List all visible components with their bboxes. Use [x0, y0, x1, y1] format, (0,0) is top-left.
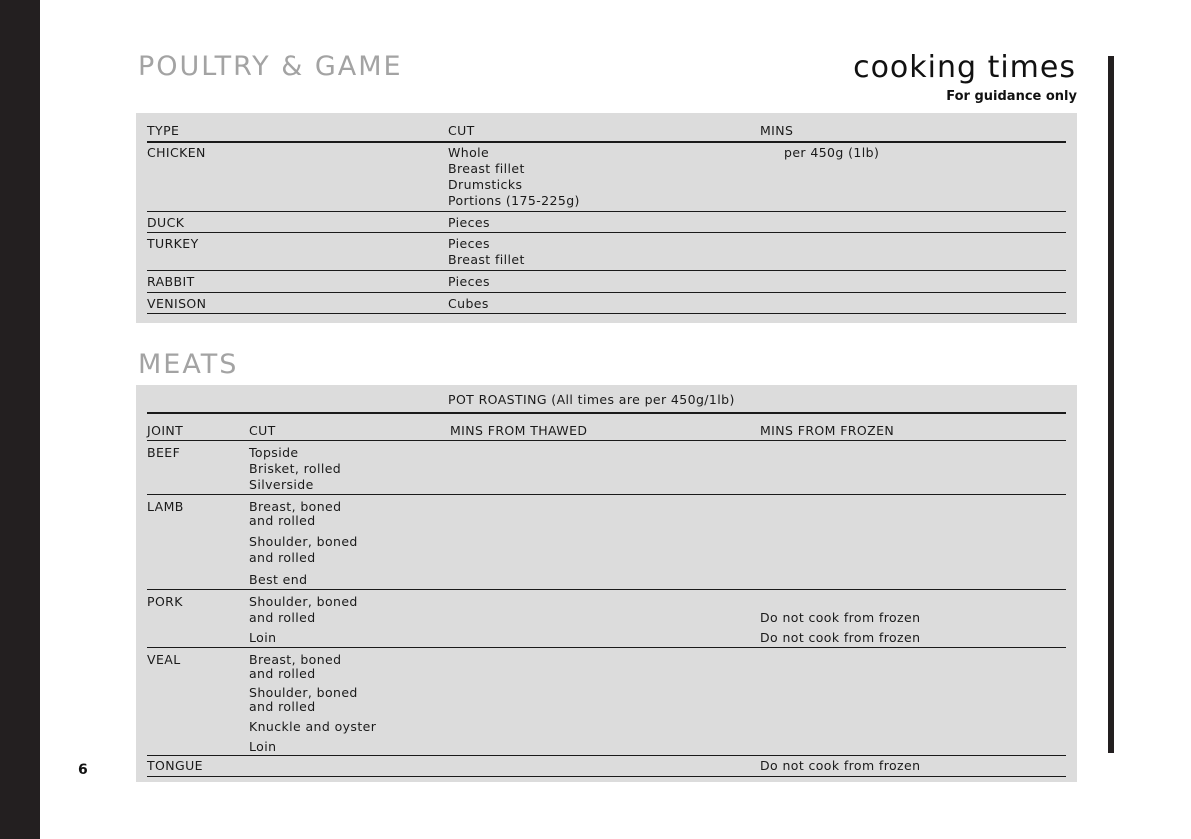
joint-cell: LAMB	[147, 499, 184, 514]
row-divider	[147, 313, 1066, 314]
cut-cell: Shoulder, boned	[249, 685, 358, 700]
type-cell: TURKEY	[147, 236, 199, 251]
column-header-joint: JOINT	[147, 423, 184, 438]
joint-cell: VEAL	[147, 652, 181, 667]
column-header-type: TYPE	[147, 123, 180, 138]
cut-cell: Shoulder, boned	[249, 534, 358, 549]
cut-cell: Pieces	[448, 215, 490, 230]
cut-cell: and rolled	[249, 550, 316, 565]
frozen-cell: Do not cook from frozen	[760, 758, 921, 773]
row-divider	[147, 776, 1066, 777]
cut-cell: Loin	[249, 739, 277, 754]
type-cell: DUCK	[147, 215, 185, 230]
section-rule	[1108, 56, 1114, 753]
row-divider	[147, 589, 1066, 590]
cut-cell: and rolled	[249, 513, 316, 528]
cut-cell: Drumsticks	[448, 177, 523, 192]
row-divider	[147, 211, 1066, 212]
table-banner: POT ROASTING (All times are per 450g/1lb)	[448, 392, 735, 407]
cut-cell: and rolled	[249, 666, 316, 681]
cut-cell: Breast, boned	[249, 652, 342, 667]
row-divider	[147, 270, 1066, 271]
page-edge-bar	[0, 0, 40, 839]
cut-cell: Brisket, rolled	[249, 461, 342, 476]
cut-cell: and rolled	[249, 699, 316, 714]
cut-cell: Knuckle and oyster	[249, 719, 377, 734]
column-header-cut: CUT	[448, 123, 475, 138]
row-divider	[147, 232, 1066, 233]
cut-cell: Best end	[249, 572, 308, 587]
meats-section-title: MEATS	[138, 349, 239, 380]
cut-cell: Whole	[448, 145, 490, 160]
cut-cell: Cubes	[448, 296, 489, 311]
joint-cell: TONGUE	[147, 758, 203, 773]
joint-cell: BEEF	[147, 445, 181, 460]
column-header-mins: MINS	[760, 123, 794, 138]
joint-cell: PORK	[147, 594, 183, 609]
page-number: 6	[78, 762, 88, 778]
cut-cell: and rolled	[249, 610, 316, 625]
type-cell: RABBIT	[147, 274, 195, 289]
cut-cell: Shoulder, boned	[249, 594, 358, 609]
banner-divider	[147, 412, 1066, 414]
row-divider	[147, 292, 1066, 293]
cut-cell: Pieces	[448, 236, 490, 251]
row-divider	[147, 647, 1066, 648]
type-cell: CHICKEN	[147, 145, 206, 160]
column-header-cut: CUT	[249, 423, 276, 438]
cut-cell: Breast fillet	[448, 252, 525, 267]
poultry-section-title: POULTRY & GAME	[138, 51, 403, 82]
poultry-table	[136, 113, 1077, 323]
frozen-cell: Do not cook from frozen	[760, 610, 921, 625]
type-cell: VENISON	[147, 296, 207, 311]
page-title: cooking times	[853, 50, 1076, 85]
header-divider	[147, 141, 1066, 143]
cut-cell: Topside	[249, 445, 299, 460]
page-subtitle: For guidance only	[946, 89, 1077, 104]
cut-cell: Loin	[249, 630, 277, 645]
cut-cell: Silverside	[249, 477, 314, 492]
cut-cell: Breast, boned	[249, 499, 342, 514]
cut-cell: Breast fillet	[448, 161, 525, 176]
cut-cell: Pieces	[448, 274, 490, 289]
cut-cell: Portions (175-225g)	[448, 193, 580, 208]
mins-cell: per 450g (1lb)	[784, 145, 880, 160]
row-divider	[147, 755, 1066, 756]
meats-table	[136, 385, 1077, 782]
header-divider	[147, 440, 1066, 441]
column-header-thawed: MINS FROM THAWED	[450, 423, 588, 438]
frozen-cell: Do not cook from frozen	[760, 630, 921, 645]
row-divider	[147, 494, 1066, 495]
column-header-frozen: MINS FROM FROZEN	[760, 423, 895, 438]
